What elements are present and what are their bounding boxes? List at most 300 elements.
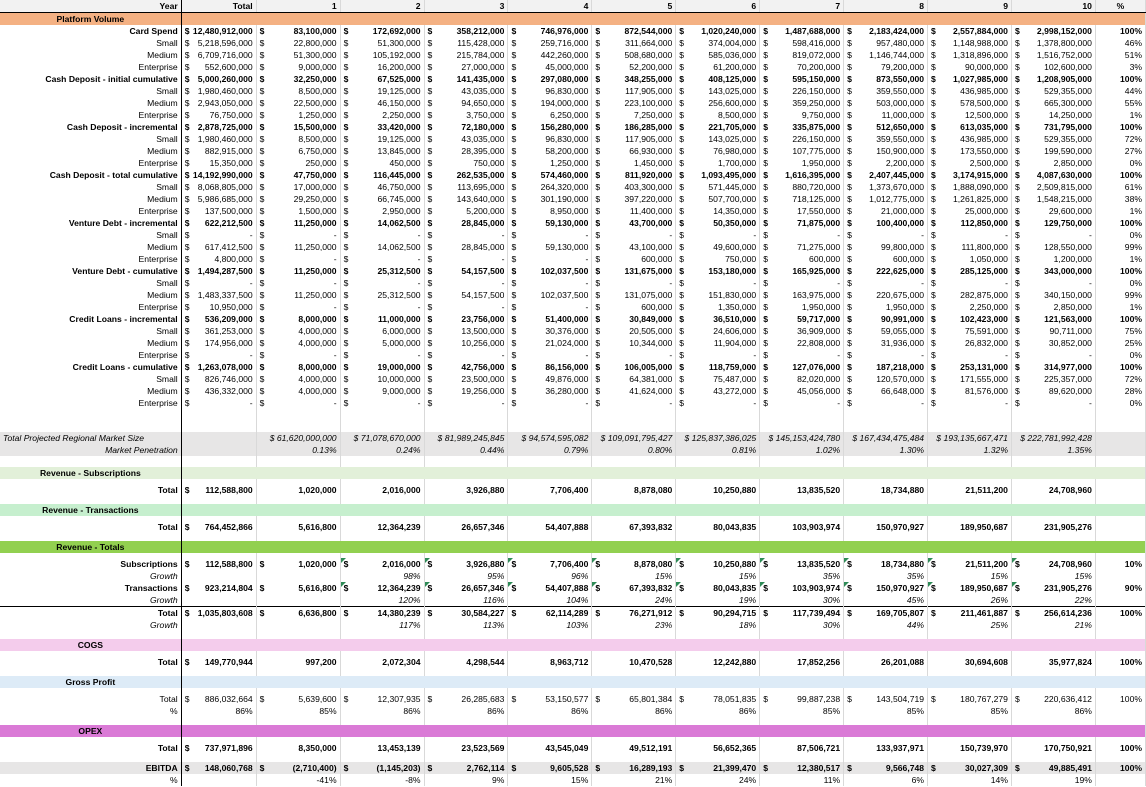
year-6-value[interactable] <box>676 619 760 631</box>
empty-cell[interactable] <box>424 409 508 421</box>
year-5-value[interactable] <box>592 607 676 620</box>
empty-cell[interactable] <box>424 717 508 725</box>
year-5-value[interactable] <box>592 558 676 570</box>
year-6-value[interactable] <box>676 217 760 229</box>
year-9-value[interactable] <box>928 762 1012 774</box>
year-3-value[interactable] <box>424 705 508 717</box>
empty-cell[interactable] <box>424 631 508 639</box>
year-8-value[interactable] <box>844 193 928 205</box>
year-2-value[interactable] <box>340 37 424 49</box>
empty-cell[interactable] <box>844 496 928 504</box>
year-10-value[interactable] <box>1011 582 1095 594</box>
year-9-value[interactable]: 189,950,687 <box>928 521 1012 533</box>
year-10-value[interactable] <box>1011 121 1095 133</box>
empty-cell[interactable] <box>760 421 844 432</box>
empty-cell[interactable] <box>256 409 340 421</box>
empty-cell[interactable] <box>340 668 424 676</box>
year-7-value[interactable] <box>760 169 844 181</box>
empty-cell[interactable] <box>1095 754 1145 762</box>
year-9-market-size[interactable]: $ 193,135,667,471 <box>928 432 1012 444</box>
year-8-value[interactable] <box>844 121 928 133</box>
year-1-value[interactable] <box>256 361 340 373</box>
year-5-value[interactable] <box>592 582 676 594</box>
year-6-value[interactable] <box>676 594 760 607</box>
year-3-value[interactable] <box>424 133 508 145</box>
year-4-value[interactable] <box>508 229 592 241</box>
year-3-value[interactable] <box>424 157 508 169</box>
empty-cell[interactable] <box>760 668 844 676</box>
year-5-value[interactable] <box>592 181 676 193</box>
year-10-value[interactable] <box>1011 49 1095 61</box>
year-3-value[interactable]: 3,926,880 <box>424 484 508 496</box>
year-4-value[interactable] <box>508 619 592 631</box>
year-2-value[interactable] <box>340 570 424 582</box>
year-2-value[interactable] <box>340 594 424 607</box>
row-pct[interactable]: 100% <box>1095 73 1145 85</box>
year-3-value[interactable] <box>424 205 508 217</box>
year-7-value[interactable] <box>760 193 844 205</box>
row-total[interactable] <box>181 570 256 582</box>
year-7-value[interactable] <box>760 49 844 61</box>
row-pct[interactable]: 100% <box>1095 656 1145 668</box>
year-1-value[interactable] <box>256 325 340 337</box>
empty-cell[interactable] <box>844 631 928 639</box>
year-7-value[interactable] <box>760 705 844 717</box>
year-3-value[interactable] <box>424 582 508 594</box>
year-3-value[interactable] <box>424 619 508 631</box>
row-pct[interactable]: 100% <box>1095 693 1145 705</box>
row-pct[interactable]: 72% <box>1095 373 1145 385</box>
year-4-value[interactable] <box>508 97 592 109</box>
year-4-value[interactable] <box>508 157 592 169</box>
year-2-market-size[interactable]: $ 71,078,670,000 <box>340 432 424 444</box>
year-10-value[interactable] <box>1011 253 1095 265</box>
empty-cell[interactable] <box>928 717 1012 725</box>
year-8-market-size[interactable]: $ 167,434,475,484 <box>844 432 928 444</box>
year-7-value[interactable] <box>760 693 844 705</box>
empty-cell[interactable] <box>181 456 256 467</box>
row-total[interactable] <box>181 181 256 193</box>
year-8-value[interactable] <box>844 61 928 73</box>
empty-cell[interactable] <box>0 668 181 676</box>
year-7-value[interactable] <box>760 762 844 774</box>
empty-cell[interactable] <box>1011 456 1095 467</box>
year-2-value[interactable] <box>340 277 424 289</box>
year-10-value[interactable]: 231,905,276 <box>1011 521 1095 533</box>
year-5-value[interactable] <box>592 337 676 349</box>
year-8-value[interactable] <box>844 73 928 85</box>
year-4-value[interactable] <box>508 205 592 217</box>
year-6-value[interactable] <box>676 37 760 49</box>
year-2-value[interactable] <box>340 349 424 361</box>
row-total[interactable] <box>181 169 256 181</box>
empty-cell[interactable] <box>1095 668 1145 676</box>
year-1-value[interactable] <box>256 277 340 289</box>
year-10-value[interactable] <box>1011 169 1095 181</box>
year-7-value[interactable] <box>760 582 844 594</box>
year-2-value[interactable] <box>340 109 424 121</box>
year-2-value[interactable] <box>340 193 424 205</box>
row-pct[interactable]: 1% <box>1095 253 1145 265</box>
year-2-value[interactable] <box>340 217 424 229</box>
year-8-value[interactable]: 18,734,880 <box>844 484 928 496</box>
year-3-value[interactable] <box>424 169 508 181</box>
year-3-value[interactable] <box>424 693 508 705</box>
year-7-value[interactable] <box>760 217 844 229</box>
year-4-value[interactable] <box>508 349 592 361</box>
year-7-value[interactable] <box>760 25 844 37</box>
year-10-value[interactable] <box>1011 217 1095 229</box>
empty-cell[interactable] <box>676 533 760 541</box>
empty-cell[interactable] <box>181 496 256 504</box>
empty-cell[interactable] <box>1095 533 1145 541</box>
row-total[interactable] <box>181 558 256 570</box>
year-1-value[interactable] <box>256 349 340 361</box>
empty-cell[interactable] <box>256 496 340 504</box>
year-2-value[interactable] <box>340 693 424 705</box>
year-6-value[interactable] <box>676 337 760 349</box>
year-1-value[interactable] <box>256 97 340 109</box>
year-2-value[interactable] <box>340 85 424 97</box>
year-5-value[interactable]: 8,878,080 <box>592 484 676 496</box>
year-9-value[interactable] <box>928 241 1012 253</box>
row-pct[interactable]: 99% <box>1095 289 1145 301</box>
year-7-value[interactable]: 17,852,256 <box>760 656 844 668</box>
year-4-value[interactable] <box>508 373 592 385</box>
year-9-value[interactable] <box>928 265 1012 277</box>
year-2-value[interactable] <box>340 253 424 265</box>
year-9-value[interactable] <box>928 133 1012 145</box>
year-1-value[interactable] <box>256 594 340 607</box>
year-9-value[interactable] <box>928 25 1012 37</box>
year-2-value[interactable] <box>340 265 424 277</box>
year-8-value[interactable] <box>844 361 928 373</box>
row-total[interactable] <box>181 157 256 169</box>
row-total[interactable] <box>181 742 256 754</box>
year-8-value[interactable] <box>844 594 928 607</box>
year-8-value[interactable] <box>844 229 928 241</box>
row-total[interactable] <box>181 619 256 631</box>
year-3-value[interactable] <box>424 193 508 205</box>
year-7-value[interactable]: 87,506,721 <box>760 742 844 754</box>
year-5-value[interactable] <box>592 145 676 157</box>
year-1-value[interactable] <box>256 157 340 169</box>
row-total[interactable] <box>181 774 256 786</box>
row-pct[interactable]: 44% <box>1095 85 1145 97</box>
year-6-value[interactable] <box>676 61 760 73</box>
year-2-value[interactable] <box>340 325 424 337</box>
year-5-value[interactable] <box>592 301 676 313</box>
year-2-value[interactable] <box>340 145 424 157</box>
year-9-value[interactable] <box>928 385 1012 397</box>
empty-cell[interactable] <box>181 421 256 432</box>
year-3-value[interactable] <box>424 361 508 373</box>
empty-cell[interactable] <box>1011 409 1095 421</box>
empty-cell[interactable] <box>181 754 256 762</box>
year-10-value[interactable] <box>1011 145 1095 157</box>
year-6-value[interactable] <box>676 229 760 241</box>
year-3-penetration[interactable]: 0.44% <box>424 444 508 456</box>
year-4-value[interactable] <box>508 169 592 181</box>
empty-cell[interactable] <box>1095 717 1145 725</box>
year-10-value[interactable] <box>1011 277 1095 289</box>
empty-cell[interactable] <box>1011 421 1095 432</box>
year-3-value[interactable] <box>424 774 508 786</box>
year-6-value[interactable]: 12,242,880 <box>676 656 760 668</box>
year-10-value[interactable]: 35,977,824 <box>1011 656 1095 668</box>
year-10-penetration[interactable]: 1.35% <box>1011 444 1095 456</box>
year-10-market-size[interactable]: $ 222,781,992,428 <box>1011 432 1095 444</box>
row-total[interactable] <box>181 49 256 61</box>
year-3-value[interactable] <box>424 373 508 385</box>
year-8-value[interactable] <box>844 145 928 157</box>
year-10-value[interactable] <box>1011 693 1095 705</box>
year-6-value[interactable] <box>676 693 760 705</box>
year-9-value[interactable] <box>928 289 1012 301</box>
year-5-value[interactable] <box>592 229 676 241</box>
empty-cell[interactable] <box>844 717 928 725</box>
year-4-market-size[interactable]: $ 94,574,595,082 <box>508 432 592 444</box>
empty-cell[interactable] <box>592 496 676 504</box>
year-1-value[interactable] <box>256 241 340 253</box>
row-total[interactable] <box>181 37 256 49</box>
year-1-value[interactable] <box>256 229 340 241</box>
empty-cell[interactable] <box>592 409 676 421</box>
year-3-value[interactable] <box>424 109 508 121</box>
empty-cell[interactable] <box>508 496 592 504</box>
year-9-value[interactable] <box>928 558 1012 570</box>
year-4-value[interactable] <box>508 25 592 37</box>
year-5-value[interactable] <box>592 121 676 133</box>
year-5-value[interactable] <box>592 133 676 145</box>
year-5-value[interactable] <box>592 313 676 325</box>
year-10-value[interactable] <box>1011 558 1095 570</box>
empty-cell[interactable] <box>1011 668 1095 676</box>
empty-cell[interactable] <box>760 754 844 762</box>
year-6-value[interactable] <box>676 361 760 373</box>
row-pct[interactable]: 100% <box>1095 607 1145 620</box>
row-pct[interactable]: 0% <box>1095 229 1145 241</box>
year-1-value[interactable] <box>256 217 340 229</box>
year-3-value[interactable] <box>424 397 508 409</box>
year-5-value[interactable] <box>592 774 676 786</box>
empty-cell[interactable] <box>592 456 676 467</box>
year-7-value[interactable] <box>760 181 844 193</box>
year-5-penetration[interactable]: 0.80% <box>592 444 676 456</box>
year-9-value[interactable] <box>928 73 1012 85</box>
year-8-value[interactable] <box>844 762 928 774</box>
year-6-value[interactable] <box>676 73 760 85</box>
year-7-value[interactable] <box>760 73 844 85</box>
year-4-value[interactable] <box>508 693 592 705</box>
year-4-value[interactable]: 54,407,888 <box>508 521 592 533</box>
empty-cell[interactable] <box>928 668 1012 676</box>
row-pct[interactable]: 38% <box>1095 193 1145 205</box>
year-1-value[interactable] <box>256 73 340 85</box>
year-6-value[interactable] <box>676 762 760 774</box>
year-1-value[interactable] <box>256 85 340 97</box>
year-3-value[interactable] <box>424 762 508 774</box>
year-2-value[interactable] <box>340 97 424 109</box>
empty-cell[interactable] <box>340 631 424 639</box>
row-pct[interactable]: 3% <box>1095 61 1145 73</box>
row-pct[interactable]: 0% <box>1095 157 1145 169</box>
year-9-value[interactable] <box>928 582 1012 594</box>
row-pct[interactable]: 0% <box>1095 277 1145 289</box>
row-pct[interactable]: 100% <box>1095 313 1145 325</box>
year-5-value[interactable] <box>592 25 676 37</box>
empty-cell[interactable] <box>1011 717 1095 725</box>
empty-cell[interactable] <box>181 717 256 725</box>
empty-cell[interactable] <box>256 421 340 432</box>
empty-cell[interactable] <box>424 421 508 432</box>
year-8-value[interactable]: 150,970,927 <box>844 521 928 533</box>
empty-cell[interactable] <box>181 668 256 676</box>
year-3-value[interactable] <box>424 253 508 265</box>
row-pct[interactable]: 0% <box>1095 397 1145 409</box>
year-4-value[interactable]: 7,706,400 <box>508 484 592 496</box>
year-1-value[interactable] <box>256 169 340 181</box>
year-4-value[interactable]: 43,545,049 <box>508 742 592 754</box>
year-10-value[interactable] <box>1011 397 1095 409</box>
year-10-value[interactable] <box>1011 73 1095 85</box>
year-5-value[interactable] <box>592 325 676 337</box>
year-7-value[interactable] <box>760 37 844 49</box>
year-3-value[interactable]: 26,657,346 <box>424 521 508 533</box>
year-7-value[interactable] <box>760 397 844 409</box>
year-5-value[interactable] <box>592 277 676 289</box>
year-10-value[interactable] <box>1011 241 1095 253</box>
year-7-value[interactable] <box>760 277 844 289</box>
empty-cell[interactable] <box>1011 754 1095 762</box>
year-9-value[interactable]: 30,694,608 <box>928 656 1012 668</box>
year-1-value[interactable] <box>256 582 340 594</box>
year-1-value[interactable] <box>256 313 340 325</box>
year-6-value[interactable]: 56,652,365 <box>676 742 760 754</box>
year-4-value[interactable] <box>508 265 592 277</box>
row-total[interactable] <box>181 582 256 594</box>
year-9-value[interactable] <box>928 277 1012 289</box>
year-2-value[interactable] <box>340 397 424 409</box>
year-8-value[interactable] <box>844 25 928 37</box>
year-7-value[interactable] <box>760 229 844 241</box>
year-8-value[interactable] <box>844 607 928 620</box>
year-9-value[interactable] <box>928 157 1012 169</box>
year-7-value[interactable] <box>760 241 844 253</box>
year-2-value[interactable] <box>340 73 424 85</box>
year-6-value[interactable] <box>676 157 760 169</box>
year-5-value[interactable] <box>592 762 676 774</box>
year-2-value[interactable]: 13,453,139 <box>340 742 424 754</box>
row-pct[interactable]: 90% <box>1095 582 1145 594</box>
year-1-value[interactable] <box>256 49 340 61</box>
year-7-value[interactable] <box>760 265 844 277</box>
empty-cell[interactable] <box>676 421 760 432</box>
row-pct[interactable]: 100% <box>1095 217 1145 229</box>
year-9-value[interactable] <box>928 37 1012 49</box>
year-5-value[interactable] <box>592 349 676 361</box>
year-6-value[interactable] <box>676 325 760 337</box>
year-1-value[interactable] <box>256 193 340 205</box>
empty-cell[interactable] <box>844 421 928 432</box>
year-9-value[interactable]: 150,739,970 <box>928 742 1012 754</box>
year-5-value[interactable] <box>592 594 676 607</box>
year-10-value[interactable] <box>1011 705 1095 717</box>
empty-cell[interactable] <box>928 456 1012 467</box>
year-5-value[interactable] <box>592 619 676 631</box>
year-2-value[interactable] <box>340 705 424 717</box>
year-8-value[interactable] <box>844 241 928 253</box>
year-7-penetration[interactable]: 1.02% <box>760 444 844 456</box>
empty-cell[interactable] <box>508 668 592 676</box>
year-4-value[interactable] <box>508 181 592 193</box>
year-3-value[interactable] <box>424 25 508 37</box>
empty-cell[interactable] <box>424 754 508 762</box>
empty-cell[interactable] <box>928 754 1012 762</box>
year-4-value[interactable] <box>508 313 592 325</box>
year-4-value[interactable] <box>508 217 592 229</box>
year-2-penetration[interactable]: 0.24% <box>340 444 424 456</box>
year-9-value[interactable] <box>928 313 1012 325</box>
empty-cell[interactable] <box>0 421 181 432</box>
year-9-value[interactable] <box>928 109 1012 121</box>
year-10-value[interactable] <box>1011 25 1095 37</box>
year-4-value[interactable] <box>508 385 592 397</box>
year-4-value[interactable] <box>508 145 592 157</box>
year-5-value[interactable]: 10,470,528 <box>592 656 676 668</box>
year-5-value[interactable] <box>592 265 676 277</box>
year-1-value[interactable] <box>256 265 340 277</box>
row-total[interactable] <box>181 397 256 409</box>
year-9-value[interactable] <box>928 619 1012 631</box>
year-1-value[interactable] <box>256 337 340 349</box>
year-8-value[interactable] <box>844 49 928 61</box>
year-3-value[interactable] <box>424 265 508 277</box>
year-10-value[interactable] <box>1011 205 1095 217</box>
empty-cell[interactable] <box>928 421 1012 432</box>
empty-cell[interactable] <box>676 456 760 467</box>
year-9-value[interactable] <box>928 705 1012 717</box>
year-9-value[interactable] <box>928 337 1012 349</box>
empty-cell[interactable] <box>340 754 424 762</box>
year-6-value[interactable] <box>676 97 760 109</box>
year-7-value[interactable] <box>760 594 844 607</box>
year-1-value[interactable] <box>256 774 340 786</box>
year-7-value[interactable] <box>760 349 844 361</box>
year-7-value[interactable] <box>760 325 844 337</box>
row-total[interactable] <box>181 444 256 456</box>
year-2-value[interactable]: 2,016,000 <box>340 484 424 496</box>
row-total[interactable] <box>181 521 256 533</box>
year-8-value[interactable] <box>844 85 928 97</box>
year-2-value[interactable] <box>340 619 424 631</box>
year-5-value[interactable]: 67,393,832 <box>592 521 676 533</box>
year-10-value[interactable] <box>1011 109 1095 121</box>
row-pct[interactable]: 100% <box>1095 121 1145 133</box>
year-2-value[interactable] <box>340 229 424 241</box>
empty-cell[interactable] <box>844 456 928 467</box>
empty-cell[interactable] <box>0 496 181 504</box>
year-9-value[interactable] <box>928 594 1012 607</box>
year-7-value[interactable] <box>760 619 844 631</box>
empty-cell[interactable] <box>181 533 256 541</box>
year-2-value[interactable] <box>340 241 424 253</box>
year-4-value[interactable] <box>508 762 592 774</box>
year-9-value[interactable] <box>928 169 1012 181</box>
empty-cell[interactable] <box>340 456 424 467</box>
year-1-penetration[interactable]: 0.13% <box>256 444 340 456</box>
year-2-value[interactable] <box>340 301 424 313</box>
